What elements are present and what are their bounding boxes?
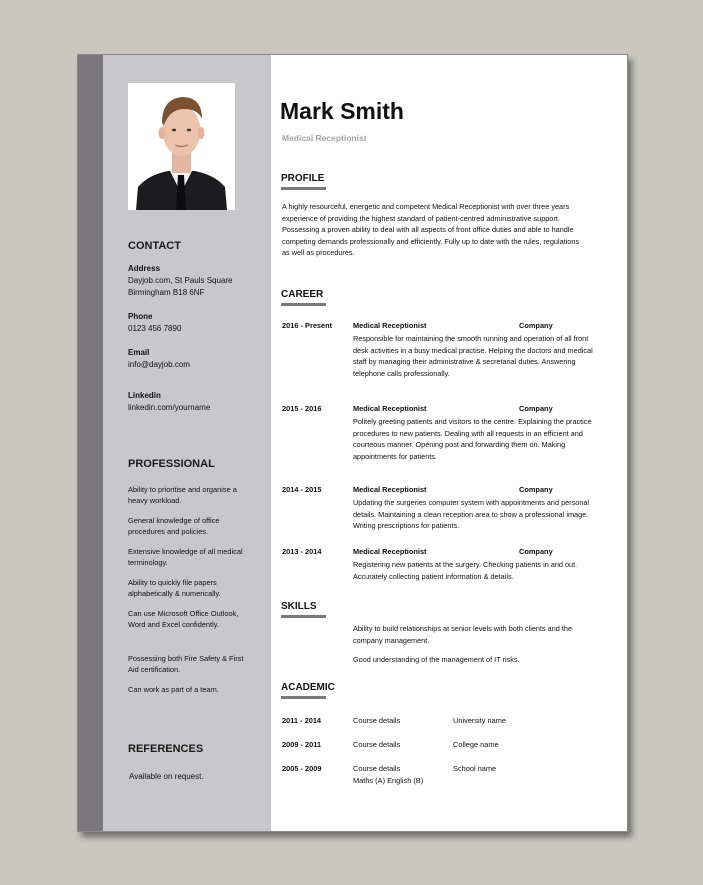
address-line1: Dayjob.com, St Pauls Square [128,276,233,285]
email-label: Email [128,348,150,357]
professional-item: Ability to prioritise and organise a heavy workload. [128,485,237,505]
career-underline [281,303,326,306]
professional-heading: PROFESSIONAL [128,458,215,470]
person-photo-icon [128,83,235,210]
resume-page [77,54,628,832]
academic-heading: ACADEMIC [281,682,335,693]
job-dates: 2014 - 2015 [282,485,322,494]
candidate-title: Medical Receptionist [282,133,367,143]
job-company: Company [519,321,553,330]
job-description: Updating the surgeries computer system with appointments and personal details. Maintaining a clean reception area to show a professional image. Writing prescriptions for patients. [353,498,590,531]
job-dates: 2015 - 2016 [282,404,322,413]
phone-label: Phone [128,312,153,321]
professional-item: Can work as part of a team. [128,685,219,694]
references-text: Available on request. [129,772,204,781]
job-dates: 2013 - 2014 [282,547,322,556]
academic-course: Course details [353,764,401,773]
job-role: Medical Receptionist [353,404,427,413]
side-stripe [78,55,103,831]
skill-item: Good understanding of the management of IT risks. [353,655,520,664]
job-description: Politely greeting patients and visitors to the centre. Explaining the practice procedures to new patients. Dealing with all requests in an efficient and courteous manner. Opening post and forwarding them on. Making appointments for patients. [353,417,592,461]
phone-value: 0123 456 7890 [128,324,182,333]
academic-dates: 2005 - 2009 [282,764,322,773]
professional-item: Ability to quickly file papers alphabetically & numerically. [128,578,221,598]
academic-dates: 2011 - 2014 [282,716,322,725]
skill-item: Ability to build relationships at senior levels with both clients and the company management. [353,624,573,645]
job-company: Company [519,547,553,556]
academic-dates: 2009 - 2011 [282,740,322,749]
professional-item: Extensive knowledge of all medical terminology. [128,547,243,567]
academic-course: Course details [353,740,401,749]
profile-heading: PROFILE [281,173,325,184]
email-value[interactable]: info@dayjob.com [128,360,190,369]
job-company: Company [519,485,553,494]
academic-underline [281,696,326,699]
skills-heading: SKILLS [281,601,317,612]
profile-photo [128,83,235,210]
address-label: Address [128,264,161,273]
job-company: Company [519,404,553,413]
skills-underline [281,615,326,618]
job-description: Responsible for maintaining the smooth running and operation of all front desk activities in a busy medical practise. Helping the doctors and medical staff by managing their administrative & secretarial duties. Answering telephone calls professionally. [353,334,593,378]
job-role: Medical Receptionist [353,321,427,330]
linkedin-value[interactable]: linkedin.com/yourname [128,403,211,412]
profile-underline [281,187,326,190]
academic-school: School name [453,764,497,773]
references-heading: REFERENCES [128,743,204,755]
job-description: Registering new patients at the surgery. Checking patients in and out. Accurately collecting patient information & details. [353,560,578,581]
professional-item: Can use Microsoft Office Outlook, Word and Excel confidently. [128,609,239,629]
professional-item: General knowledge of office procedures and policies. [128,516,220,536]
job-role: Medical Receptionist [353,485,427,494]
job-dates: 2016 - Present [282,321,333,330]
contact-heading: CONTACT [128,240,181,252]
academic-school: College name [453,740,499,749]
academic-course: Course details [353,716,401,725]
profile-text: A highly resourceful, energetic and competent Medical Receptionist with over three years experience of providing the highest standard of patient-centred administrative support. Possessing a proven ability to deal with all aspects of front office duties and able to handle competing demands professionally and efficiently. Fully up to date with the rules, regulations as well as procedures. [282,202,580,258]
professional-item: Possessing both Fire Safety & First Aid certification. [128,654,244,674]
address-line2: Birmingham B18 6NF [128,288,205,297]
career-heading: CAREER [281,289,324,300]
linkedin-label: Linkedin [128,391,161,400]
job-role: Medical Receptionist [353,547,427,556]
academic-school: University name [453,716,506,725]
candidate-name: Mark Smith [280,98,404,124]
academic-grades: Maths (A) English (B) [353,776,424,785]
